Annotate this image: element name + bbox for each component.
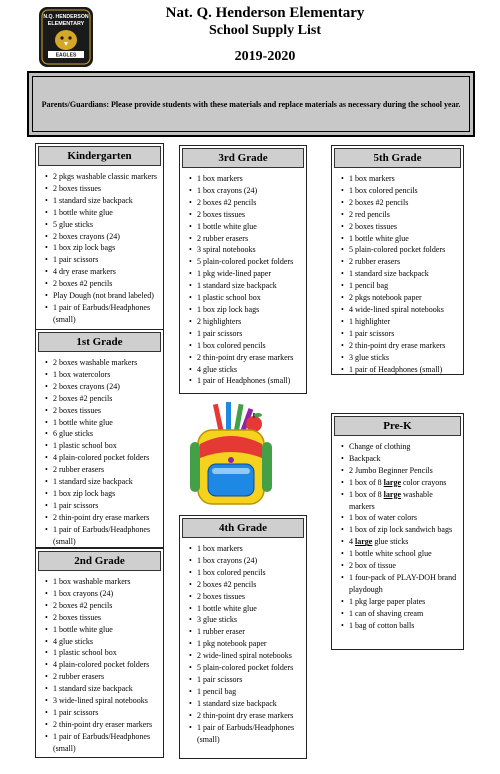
list-item: • 1 pair of Headphones (small)	[189, 375, 302, 387]
list-item: • 2 red pencils	[341, 209, 459, 221]
list-item: • 1 pair of Headphones (small)	[341, 364, 459, 376]
list-item: • 2 wide-lined spiral notebooks	[189, 650, 302, 662]
list-item: • 2 rubber erasers	[45, 671, 159, 683]
list-item: • 2 pkgs notebook paper	[341, 292, 459, 304]
list-item: • 2 boxes tissues	[45, 183, 159, 195]
list-item: • 2 Jumbo Beginner Pencils	[341, 465, 459, 477]
list-item: • 4 wide-lined spiral notebooks	[341, 304, 459, 316]
list-item: • 1 standard size backpack	[45, 683, 159, 695]
list-item: • 4 glue sticks	[189, 364, 302, 376]
emphasis-text: large	[383, 477, 401, 487]
list-item: • 1 pair of Earbuds/Headphones (small)	[45, 302, 159, 326]
list-item: • 1 pencil bag	[341, 280, 459, 292]
list-item: • Play Dough (not brand labeled)	[45, 290, 159, 302]
grade5-title: 5th Grade	[334, 148, 461, 168]
list-item: • 3 glue sticks	[189, 614, 302, 626]
grade4-title: 4th Grade	[182, 518, 304, 538]
list-item: • 1 standard size backpack	[45, 476, 159, 488]
grade3-title: 3rd Grade	[182, 148, 304, 168]
kindergarten-items	[36, 168, 163, 328]
grade5-items	[332, 170, 463, 377]
list-item: • 1 highlighter	[341, 316, 459, 328]
list-item: • 1 box markers	[189, 173, 302, 185]
list-item: • 2 boxes tissues	[341, 221, 459, 233]
list-item: • 4 large glue sticks	[341, 536, 459, 548]
list-item: • 3 wide-lined spiral notebooks	[45, 695, 159, 707]
list-item: • 1 box crayons (24)	[189, 185, 302, 197]
list-item: • 1 box of water colors	[341, 512, 459, 524]
list-item: • 2 boxes washable markers	[45, 357, 159, 369]
list-item: • 1 standard size backpack	[341, 268, 459, 280]
notice-text: Parents/Guardians: Please provide students with these materials and replace materials as necessary during the school year.	[41, 99, 461, 109]
list-item: • 1 box zip lock bags	[189, 304, 302, 316]
list-item: • 1 box of 8 large washable markers	[341, 489, 459, 513]
kindergarten-list	[35, 143, 164, 331]
kindergarten-title: Kindergarten	[38, 146, 161, 166]
list-item: • 1 standard size backpack	[45, 195, 159, 207]
list-item: • 2 boxes #2 pencils	[189, 197, 302, 209]
list-item: • 1 box colored pencils	[189, 567, 302, 579]
page-header	[110, 4, 420, 68]
list-item: • 4 dry erase markers	[45, 266, 159, 278]
list-item: • 2 boxes #2 pencils	[341, 197, 459, 209]
list-item: • 1 plastic school box	[45, 647, 159, 659]
list-item: • 1 bottle white school glue	[341, 548, 459, 560]
list-item: • 2 thin-point dry erase markers	[45, 512, 159, 524]
eagle-logo-icon	[38, 6, 94, 68]
list-item: • 2 boxes tissues	[45, 405, 159, 417]
logo-band-text: EAGLES	[55, 52, 77, 59]
prek-list	[331, 413, 464, 650]
list-item: • 2 highlighters	[189, 316, 302, 328]
backpack-icon	[186, 402, 276, 510]
list-item: • 1 pair scissors	[341, 328, 459, 340]
list-item: • 1 box watercolors	[45, 369, 159, 381]
list-item: • 4 plain-colored pocket folders	[45, 452, 159, 464]
list-item: • 2 boxes #2 pencils	[189, 579, 302, 591]
list-item: • 5 glue sticks	[45, 219, 159, 231]
list-item: • Change of clothing	[341, 441, 459, 453]
list-item: • 2 rubber erasers	[341, 256, 459, 268]
parent-notice	[27, 71, 475, 137]
list-item: • 2 box of tissue	[341, 560, 459, 572]
emphasis-text: large	[355, 537, 373, 547]
list-item: • 1 pkg notebook paper	[189, 638, 302, 650]
list-item: • 1 box of zip lock sandwich bags	[341, 524, 459, 536]
list-item: • 1 bottle white glue	[45, 207, 159, 219]
list-item: • 1 can of shaving cream	[341, 608, 459, 620]
list-item: • 1 box crayons (24)	[45, 588, 159, 600]
list-item: • 1 pair scissors	[189, 674, 302, 686]
list-item: • 2 boxes tissues	[189, 591, 302, 603]
list-item: • 2 rubber erasers	[45, 464, 159, 476]
list-item: • 2 boxes #2 pencils	[45, 600, 159, 612]
emphasis-text: large	[383, 489, 401, 499]
grade3-list	[179, 145, 307, 394]
list-item: • 1 bottle white glue	[45, 624, 159, 636]
list-item: • 1 box markers	[189, 543, 302, 555]
logo-mid-text: ELEMENTARY	[47, 21, 85, 27]
grade2-list	[35, 548, 164, 758]
list-item: • 1 pair of Earbuds/Headphones (small)	[45, 731, 159, 755]
grade2-items	[36, 573, 163, 757]
list-item: • 2 thin-point dry erase markers	[341, 340, 459, 352]
list-item: • 1 standard size backpack	[189, 280, 302, 292]
school-name: Nat. Q. Henderson Elementary	[165, 5, 365, 21]
grade2-title: 2nd Grade	[38, 551, 161, 571]
list-item: • 1 pkg large paper plates	[341, 596, 459, 608]
grade1-title: 1st Grade	[38, 332, 161, 352]
list-item: • 2 thin-point dry erase markers	[189, 710, 302, 722]
grade4-items	[180, 540, 306, 747]
list-item: • 1 pair of Earbuds/Headphones (small)	[45, 524, 159, 548]
list-item: • 1 pair scissors	[45, 254, 159, 266]
list-item: • 1 plastic school box	[45, 440, 159, 452]
grade1-list	[35, 329, 164, 548]
list-item: • 1 box of 8 large color crayons	[341, 477, 459, 489]
school-year: 2019-2020	[234, 49, 296, 64]
list-item: • 1 plastic school box	[189, 292, 302, 304]
list-item: • 2 pkgs washable classic markers	[45, 171, 159, 183]
list-item: • 5 plain-colored pocket folders	[189, 662, 302, 674]
school-logo	[38, 6, 94, 68]
list-item: • 3 spiral notebooks	[189, 244, 302, 256]
list-item: • 1 bag of cotton balls	[341, 620, 459, 632]
list-item: • 5 plain-colored pocket folders	[189, 256, 302, 268]
list-item: • 2 rubber erasers	[189, 233, 302, 245]
list-item: • 1 box colored pencils	[189, 340, 302, 352]
list-item: • 2 boxes crayons (24)	[45, 381, 159, 393]
grade5-list	[331, 145, 464, 375]
list-item: • 5 plain-colored pocket folders	[341, 244, 459, 256]
list-item: • 1 pkg wide-lined paper	[189, 268, 302, 280]
prek-items	[332, 438, 463, 634]
list-item: • 1 box markers	[341, 173, 459, 185]
list-item: • Backpack	[341, 453, 459, 465]
grade4-list	[179, 515, 307, 759]
list-item: • 1 bottle white glue	[189, 603, 302, 615]
list-item: • 1 box washable markers	[45, 576, 159, 588]
list-item: • 4 plain-colored pocket folders	[45, 659, 159, 671]
list-item: • 1 pair of Earbuds/Headphones (small)	[189, 722, 302, 746]
list-item: • 1 pair scissors	[45, 707, 159, 719]
list-item: • 1 bottle white glue	[45, 417, 159, 429]
list-item: • 3 glue sticks	[341, 352, 459, 364]
list-item: • 1 box zip lock bags	[45, 488, 159, 500]
prek-title: Pre-K	[334, 416, 461, 436]
list-item: • 2 boxes tissues	[45, 612, 159, 624]
list-item: • 1 box crayons (24)	[189, 555, 302, 567]
list-item: • 1 bottle white glue	[189, 221, 302, 233]
list-item: • 1 pencil bag	[189, 686, 302, 698]
list-item: • 2 thin-point dry eraser markers	[45, 719, 159, 731]
grade1-items	[36, 354, 163, 550]
grade3-items	[180, 170, 306, 389]
list-item: • 1 box colored pencils	[341, 185, 459, 197]
list-item: • 1 pair scissors	[189, 328, 302, 340]
logo-top-text: N.Q. HENDERSON	[43, 14, 89, 20]
list-item: • 1 box zip lock bags	[45, 242, 159, 254]
list-item: • 4 glue sticks	[45, 636, 159, 648]
backpack-illustration	[186, 402, 276, 510]
list-item: • 2 boxes tissues	[189, 209, 302, 221]
list-item: • 1 pair scissors	[45, 500, 159, 512]
list-item: • 1 rubber eraser	[189, 626, 302, 638]
list-item: • 2 boxes #2 pencils	[45, 278, 159, 290]
list-item: • 2 thin-point dry erase markers	[189, 352, 302, 364]
page-title: School Supply List	[208, 23, 322, 38]
list-item: • 2 boxes #2 pencils	[45, 393, 159, 405]
list-item: • 1 standard size backpack	[189, 698, 302, 710]
list-item: • 6 glue sticks	[45, 428, 159, 440]
list-item: • 2 boxes crayons (24)	[45, 231, 159, 243]
list-item: • 1 bottle white glue	[341, 233, 459, 245]
list-item: • 1 four-pack of PLAY-DOH brand playdough	[341, 572, 459, 596]
